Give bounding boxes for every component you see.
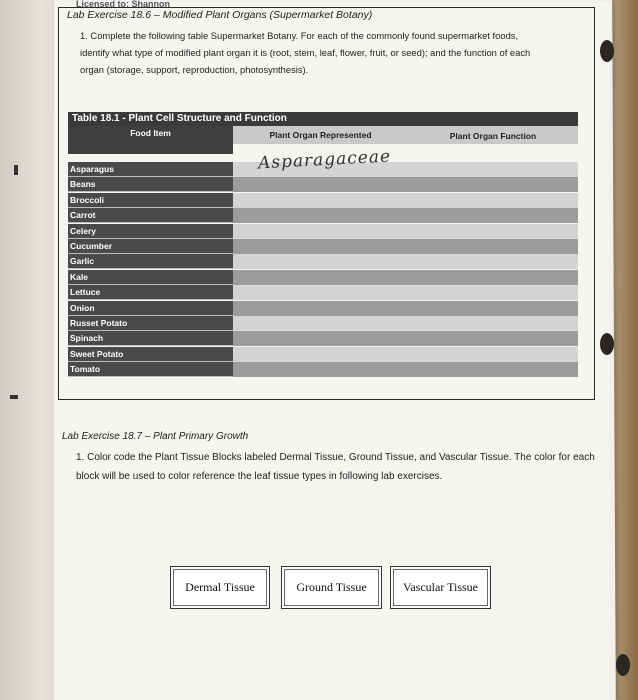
header-plant-organ: Plant Organ Represented — [233, 126, 408, 144]
food-item-cell: Beans — [68, 177, 233, 192]
organ-function-cell[interactable] — [408, 285, 578, 301]
organ-function-cell[interactable] — [408, 331, 578, 347]
exercise2-instruction: 1. Color code the Plant Tissue Blocks labeled Dermal Tissue, Ground Tissue, and Vascular Tissue. The color for each block will be used to color reference the leaf tissue types in following lab exercises. — [76, 452, 595, 482]
plant-organ-table — [68, 112, 578, 380]
handwritten-answer: Asparagaceae — [257, 146, 392, 174]
table-row — [68, 224, 578, 239]
food-item-cell: Onion — [68, 301, 233, 316]
organ-function-cell[interactable] — [408, 254, 578, 270]
plant-organ-cell[interactable] — [233, 224, 408, 240]
table-row — [68, 177, 578, 192]
table-row — [68, 316, 578, 331]
table-row — [68, 362, 578, 377]
header-organ-function: Plant Organ Function — [408, 126, 578, 144]
food-item-cell: Cucumber — [68, 239, 233, 254]
food-item-cell: Tomato — [68, 362, 233, 377]
binder-hole — [616, 654, 630, 676]
exercise1-title: Lab Exercise 18.6 – Modified Plant Organs (Supermarket Botany) — [67, 9, 373, 21]
organ-function-cell[interactable] — [408, 347, 578, 363]
plant-organ-cell[interactable] — [233, 285, 408, 301]
tissue-label: Vascular Tissue — [402, 580, 478, 594]
exercise2-title: Lab Exercise 18.7 – Plant Primary Growth — [62, 431, 249, 442]
table-row — [68, 285, 578, 300]
tissue-label: Dermal Tissue — [185, 580, 255, 594]
plant-organ-cell[interactable] — [233, 193, 408, 209]
plant-organ-cell[interactable] — [233, 208, 408, 224]
plant-organ-cell[interactable] — [233, 177, 408, 193]
organ-function-cell[interactable] — [408, 193, 578, 209]
binder-hole — [600, 40, 614, 62]
organ-function-cell[interactable] — [408, 177, 578, 193]
license-header: Licensed to: Shannon — [76, 0, 171, 8]
food-item-cell: Garlic — [68, 254, 233, 269]
plant-organ-cell[interactable] — [233, 347, 408, 363]
food-item-cell: Asparagus — [68, 162, 233, 177]
margin-mark — [14, 165, 18, 175]
binder-hole — [600, 333, 614, 355]
food-item-cell: Russet Potato — [68, 316, 233, 331]
dermal-tissue-block[interactable] — [170, 566, 270, 609]
table-row — [68, 301, 578, 316]
table-row — [68, 193, 578, 208]
table-row — [68, 254, 578, 269]
table-row — [68, 270, 578, 285]
plant-organ-cell[interactable] — [233, 239, 408, 255]
table-row — [68, 208, 578, 223]
food-item-cell: Lettuce — [68, 285, 233, 300]
food-item-cell: Kale — [68, 270, 233, 285]
organ-function-cell[interactable] — [408, 362, 578, 378]
tissue-label: Ground Tissue — [296, 580, 367, 594]
plant-organ-cell[interactable] — [233, 362, 408, 378]
header-food-item: Food Item — [68, 126, 233, 154]
organ-function-cell[interactable] — [408, 301, 578, 317]
table-row — [68, 331, 578, 346]
organ-function-cell[interactable] — [408, 239, 578, 255]
organ-function-cell[interactable] — [408, 270, 578, 286]
table-title: Table 18.1 - Plant Cell Structure and Function — [68, 112, 578, 126]
table-row — [68, 347, 578, 362]
vascular-tissue-block[interactable] — [390, 566, 491, 609]
table-row — [68, 239, 578, 254]
food-item-cell: Broccoli — [68, 193, 233, 208]
margin-mark — [10, 395, 18, 399]
exercise1-instruction: 1. Complete the following table Supermarket Botany. For each of the commonly found supermarket foods, identify what type of modified plant organ it is (root, stem, leaf, flower, fruit, or seed); and the function of each organ (storage, support, reproduction, photosynthesis). — [80, 30, 531, 75]
plant-organ-cell[interactable] — [233, 316, 408, 332]
plant-organ-cell[interactable] — [233, 331, 408, 347]
plant-organ-cell[interactable] — [233, 270, 408, 286]
food-item-cell: Celery — [68, 224, 233, 239]
organ-function-cell[interactable] — [408, 162, 578, 178]
food-item-cell: Sweet Potato — [68, 347, 233, 362]
food-item-cell: Spinach — [68, 331, 233, 346]
organ-function-cell[interactable] — [408, 224, 578, 240]
ground-tissue-block[interactable] — [281, 566, 382, 609]
food-item-cell: Carrot — [68, 208, 233, 223]
organ-function-cell[interactable] — [408, 316, 578, 332]
organ-function-cell[interactable] — [408, 208, 578, 224]
plant-organ-cell[interactable] — [233, 301, 408, 317]
plant-organ-cell[interactable] — [233, 254, 408, 270]
